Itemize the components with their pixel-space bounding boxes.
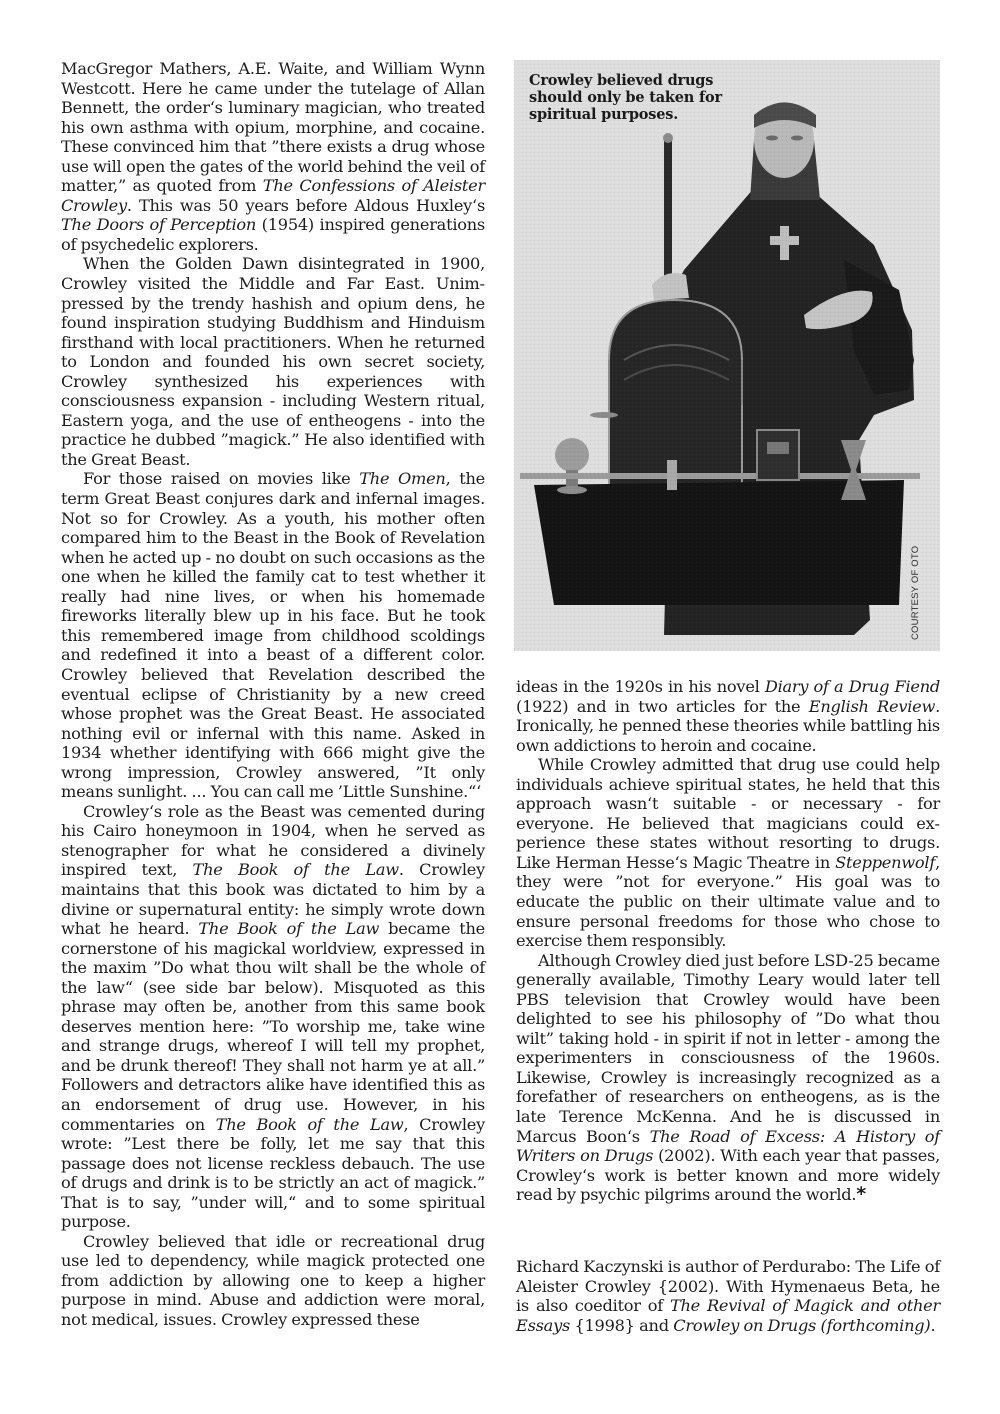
article-right-column (516, 677, 940, 1205)
article-paragraph (61, 802, 485, 1232)
article-paragraph (516, 755, 940, 950)
italic-title: The Book of the Law (198, 919, 380, 939)
text-run: Crowley‘s role as the Beast was cemented during his Cairo honeymoon in 1904, when he served as stenographer for what he considered a divinely inspired text, (61, 801, 485, 880)
italic-title: Diary of a Drug Fiend (764, 677, 940, 696)
article-paragraph (61, 59, 485, 254)
end-of-article-mark-icon: * (856, 1183, 866, 1206)
text-run: became the cornerstone of his magickal worldview, expressed in the maxim ”Do what thou wilt shall be the whole of the law“ (see side bar below). Misquoted as this phrase may often be, another from this same book deserves mention here: ”To worship me, take wine and strange drugs, whereof I will tell my prophet, and be drunk thereof! They shall not harm ye at all.” Followers and detractors alike have identified this as an endorsement of drug use. However, in his commentaries on (61, 919, 485, 1134)
text-run: (1922) and in two articles for the (516, 696, 809, 716)
text-run: , Crowley wrote: ”Lest there be folly, let me say that this passage does not license reckless debauch. The use of drugs and drink is to be strictly an act of magick.” That is to say, ”under will,“ and to some spiritual purpose. (61, 1114, 486, 1232)
photo-credit: COURTESY OF OTO (910, 545, 921, 640)
italic-title: The Road of Excess: A History of Writers on Drugs (516, 1126, 940, 1166)
italic-title: Crowley on Drugs (forthcoming) (673, 1315, 931, 1335)
text-run: When the Golden Dawn disintegrated in 1900, Crowley visited the Middle and Far East. Unimpressed by the trendy hashish and opium dens, he found inspiration studying Buddhism and Hinduism firsthand with local practitioners. When he returned to London and founded his own secret society, Crowley synthesized his experiences with consciousness expansion - including Western ritual, Eastern yoga, and the use of entheogens - into the practice he dubbed ”magick.” He also identified with the Great Beast. (61, 254, 485, 469)
italic-title: The Confessions of Aleister Crowley (61, 176, 485, 215)
italic-title: The Book of the Law (192, 860, 399, 880)
article-paragraph (516, 951, 940, 1205)
italic-title: Steppenwolf (835, 852, 936, 872)
text-run: . Crowley maintains that this book was dictated to him by a divine or supernatural entity: he simply wrote down what he heard. (61, 860, 486, 939)
text-run: . (930, 1315, 936, 1335)
text-run: Although Crowley died just before LSD-25 became generally available, Timothy Leary would later tell PBS television that Crowley would have been delighted to see his philosophy of ”Do what thou wilt” taking hold - in spirit if not in letter - among the experimenters in consciousness of the 1960s. Likewise, Crowley is increasingly recognized as a forefather of researchers on entheogens, as is the late Terence McKenna. And he is discussed in Marcus Boon‘s (516, 950, 941, 1146)
text-run: ideas in the 1920s in his novel (516, 677, 765, 696)
italic-title: The Omen (359, 469, 446, 489)
text-run: MacGregor Mathers, A.E. Waite, and William Wynn Westcott. Here he came under the tutelage of Allan Bennett, the order‘s luminary magician, who treated his own asthma with opium, morphine, and cocaine. These convinced him that ”there exists a drug whose use will open the gates of the world behind the veil of matter,” as quoted from (61, 59, 485, 196)
photo-caption: Crowley believed drugs should only be taken for spiritual purposes. (529, 72, 722, 123)
text-run: Crowley believed that idle or recreational drug use led to dependency, while magick protected one from addiction by allowing one to keep a higher purpose in mind. Abuse and addiction were moral, not medical, issues. Crowley expressed these (61, 1231, 485, 1329)
text-run: (2002). With each year that passes, Crowley‘s work is better known and more widely read by psychic pilgrims around the world. (516, 1146, 940, 1205)
text-run: (1954) inspired generations of psychedelic explorers. (61, 215, 485, 254)
text-run: Richard Kaczynski is author of Perdurabo: The Life of Aleister Crowley {2002). With Hymenaeus Beta, he is also coeditor of (516, 1257, 940, 1316)
italic-title: The Revival of Magick and other Essays (516, 1296, 940, 1335)
italic-title: The Book of the Law (215, 1114, 404, 1134)
article-left-column (61, 59, 485, 1330)
text-run: {1998} and (570, 1315, 674, 1335)
text-run: , they were ”not for everyone.” His goal was to educate the public on their ultimate value and to ensure personal freedoms for those who chose to exercise them responsibly. (516, 852, 940, 951)
author-bio (516, 1257, 940, 1335)
crowley-ritual-photo-image (514, 60, 940, 651)
author-bio-text (516, 1257, 940, 1335)
article-photo (514, 60, 940, 651)
text-run: While Crowley admitted that drug use could help individuals achieve spiritual states, he held that this approach wasn‘t suitable - or necessary - for everyone. He believed that magicians could experience these states without resorting to drugs. Like Herman Hesse‘s Magic Theatre in (516, 755, 940, 872)
article-paragraph (61, 254, 485, 469)
italic-title: The Doors of Perception (61, 215, 257, 235)
text-run: . Ironically, he penned these theories while battling his own addictions to heroin and cocaine. (516, 696, 940, 755)
italic-title: English Review (808, 696, 936, 716)
article-paragraph (61, 1232, 485, 1330)
article-paragraph (61, 469, 485, 801)
article-paragraph (516, 677, 940, 755)
text-run: , the term Great Beast conjures dark and infernal images. Not so for Crowley. As a youth, his mother often compared him to the Beast in the Book of Revelation when he acted up - no doubt on such occasions as the one when he killed the family cat to test whether it really had nine lives, or when his homemade fireworks literally blew up in his face. But he took this remembered image from childhood scoldings and redefined it into a beast of a different color. Crowley believed that Revelation described the eventual eclipse of Christianity by a new creed whose prophet was the Great Beast. He associated nothing evil or infernal with this name. Asked in 1934 whether identifying with 666 might give the wrong impression, Crowley answered, ”It only means sunlight. ... You can call me ’Little Sunshine.“‘ (61, 469, 485, 802)
text-run: . This was 50 years before Aldous Huxley‘s (126, 195, 485, 215)
text-run: For those raised on movies like (83, 469, 360, 489)
